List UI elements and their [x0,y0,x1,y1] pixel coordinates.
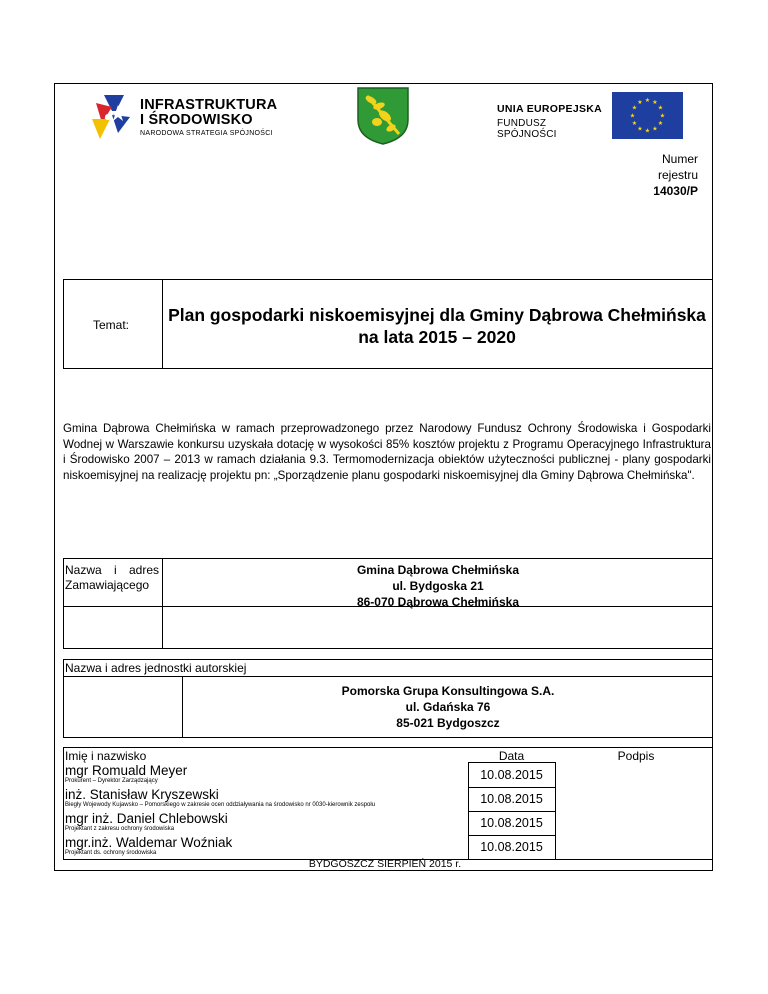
divider [468,811,555,812]
divider [468,835,555,836]
eu-subtitle: FUNDUSZ SPÓJNOŚCI [497,118,557,140]
divider [63,659,64,737]
svg-text:★: ★ [631,104,638,112]
signature-date: 10.08.2015 [480,816,543,830]
register-number: 14030/P [653,184,698,198]
svg-text:★: ★ [659,112,666,120]
infrastruktura-logo [88,93,278,143]
client-label: Nazwa i adres Zamawiającego [65,563,159,592]
signatory-role: Prokurent – Dyrektor Zarządzający [65,778,158,784]
divider [63,558,64,648]
page-title [163,304,711,348]
infra-title-2: I ŚRODOWISKO [140,112,253,128]
coat-of-arms-icon [355,86,411,146]
col-name-header: Imię i nazwisko [65,749,147,763]
divider [63,279,713,280]
signature-date: 10.08.2015 [480,840,543,854]
signatory-name: mgr Romuald Meyer [65,763,188,778]
eu-title: UNIA EUROPEJSKA [497,103,603,115]
divider [555,762,556,859]
infrastruktura-flag-icon [90,93,140,141]
signatory-name: mgr inż. Daniel Chlebowski [65,811,228,826]
signatory-role: Biegły Wojewody Kujawsko – Pomorskiego w zakresie ocen oddziaływania na środowisko nr 0030-kierownik zespołu [65,802,376,808]
divider [63,747,713,748]
coat-of-arms [355,86,411,146]
eu-flag [612,92,683,139]
svg-text:★: ★ [637,99,643,106]
signatory-name: inż. Stanisław Kryszewski [65,787,219,802]
divider [63,279,64,368]
svg-text:★: ★ [631,120,638,127]
client-address [163,562,713,610]
svg-text:★: ★ [644,97,651,104]
client-name: Gmina Dąbrowa Chełmińska [356,563,520,577]
signature-row [65,811,465,833]
divider [63,368,713,369]
svg-text:★: ★ [657,120,664,127]
author-label: Nazwa i adres jednostki autorskiej [65,661,247,675]
signatory-role: Projektant ds. ochrony środowiska [65,850,157,856]
col-sign-header: Podpis [617,749,655,763]
divider [63,648,713,649]
divider [63,747,64,859]
divider [63,659,713,660]
author-city: 85-021 Bydgoszcz [396,716,500,730]
signature-row [65,763,465,785]
divider [63,558,713,559]
signature-date: 10.08.2015 [480,768,543,782]
divider [63,737,713,738]
signature-date: 10.08.2015 [480,792,543,806]
svg-text:★: ★ [652,99,658,106]
author-street: ul. Gdańska 76 [405,700,491,714]
col-date-header: Data [498,749,525,763]
eu-text [497,103,607,140]
title-line-2: na lata 2015 – 2020 [358,327,516,347]
register-label-2: rejestru [657,168,698,182]
svg-text:★: ★ [629,112,636,120]
svg-text:★: ★ [652,125,658,133]
eu-flag-icon [612,92,683,139]
signatory-name: mgr.inż. Waldemar Woźniak [65,835,233,850]
svg-text:★: ★ [657,104,664,112]
project-description: Gmina Dąbrowa Chełmińska w ramach przeprowadzonego przez Narodowy Fundusz Ochrony Środowiska i Gospodarki Wodnej w Warszawie konkursu uzyskała dotację w wysokości 85% kosztów projektu z Programu Operacyjnego Infrastruktura i Środowisko 2007 – 2013 w ramach działania 9.3. Termomodernizacja obiektów użyteczności publicznej - plany gospodarki niskoemisyjnej na realizację projektu pn: „Sporządzenie planu gospodarki niskoemisyjnej dla Gminy Dąbrowa Chełmińska". [63,422,711,482]
divider [63,676,713,677]
author-name: Pomorska Grupa Konsultingowa S.A. [341,684,555,698]
signature-row [65,787,465,809]
divider [468,787,555,788]
client-city: 86-070 Dąbrowa Chełmińska [356,595,520,609]
infra-subtitle: NARODOWA STRATEGIA SPÓJNOŚCI [140,130,273,137]
footer-place-date: BYDGOSZCZ SIERPIEŃ 2015 r. [308,858,462,870]
title-line-1: Plan gospodarki niskoemisyjnej dla Gminy Dąbrowa Chełmińska [168,305,706,325]
client-street: ul. Bydgoska 21 [392,579,484,593]
infra-title-1: INFRASTRUKTURA [140,97,278,113]
signature-row [65,835,465,857]
svg-text:★: ★ [644,127,651,135]
author-address [183,683,713,731]
svg-text:★: ★ [637,125,643,133]
register-block [600,151,698,199]
topic-label: Temat: [93,318,130,332]
register-label-1: Numer [661,152,698,166]
signatory-role: Projektant z zakresu ochrony środowiska [65,826,175,832]
